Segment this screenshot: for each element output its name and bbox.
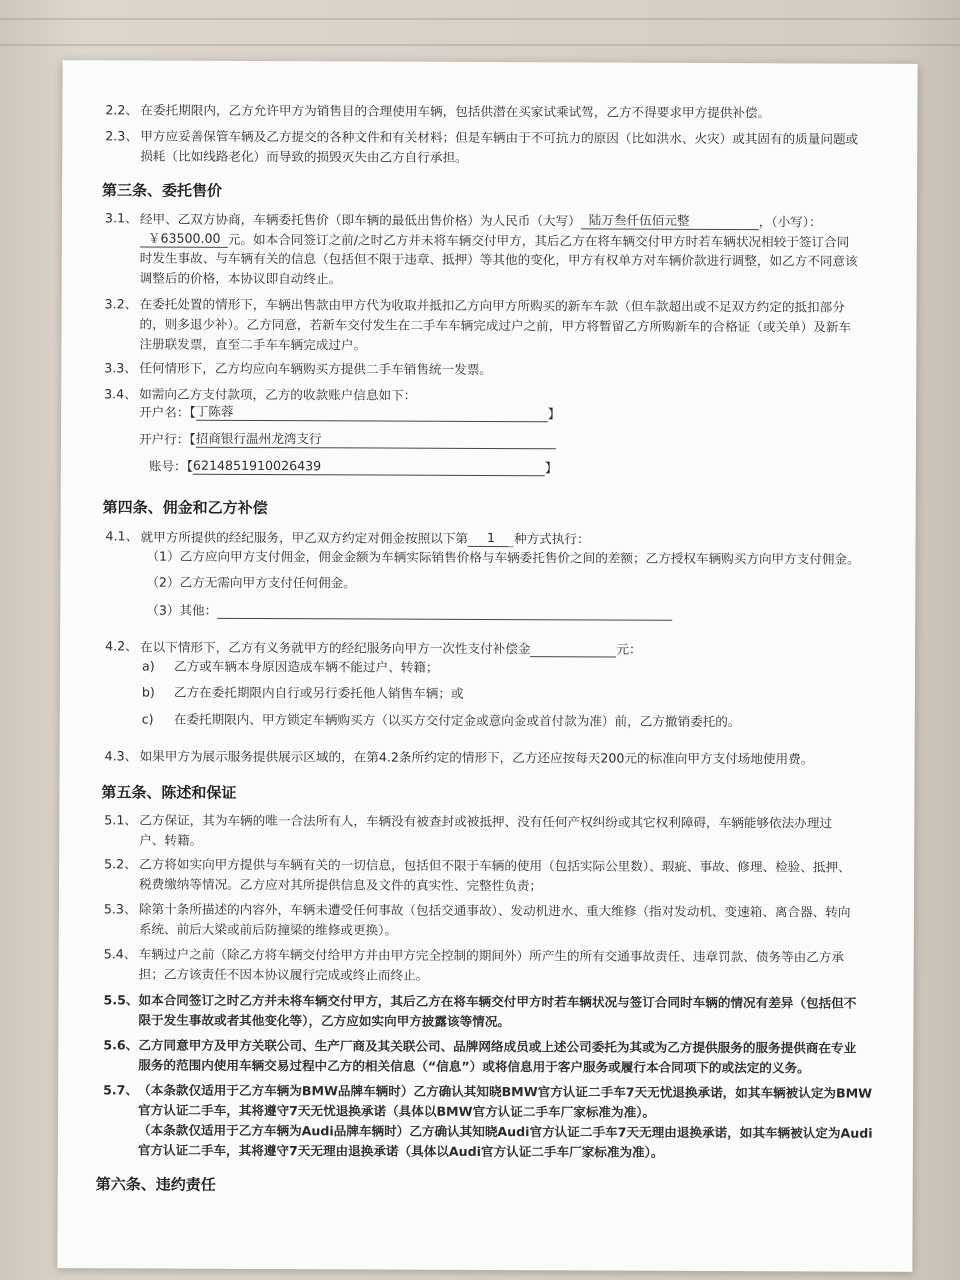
clause-number: 4.3、	[104, 748, 138, 764]
clause-number: 5.6、	[103, 1037, 139, 1053]
clause-text: 如需向乙方支付款项，乙方的收款账户信息如下：	[139, 386, 417, 403]
clause-text: 如果甲方为展示服务提供展示区域的，在第4.2条所约定的情形下，乙方还应按每天200元的标准向甲方支付场地使用费。	[139, 748, 814, 767]
contract-page	[57, 60, 917, 1272]
clause-text: 调整后的价格，本协议即自动终止。	[139, 270, 342, 287]
list-marker: a)	[141, 658, 155, 674]
clause-number: 5.5、	[103, 992, 139, 1008]
clause-number: 2.2、	[105, 102, 139, 118]
list-marker: b)	[141, 684, 155, 700]
clause-number: 3.4、	[104, 386, 137, 402]
clause-text: 系统、前后大梁或前后防撞梁的维修或更换）。	[138, 921, 398, 938]
clause-text: 甲方应妥善保管车辆及乙方提交的各种文件和有关材料；但是车辆由于不可抗力的原因（比如洪水、火灾）或其固有的质量问题或	[140, 128, 859, 147]
price-words-field: 陆万叁仟伍佰元整	[581, 212, 759, 230]
clause-text: 在以下情形下，乙方有义务就甲方的经纪服务向甲方一次性支付补偿金 元：	[140, 639, 642, 657]
clause-text: 官方认证二手车，其将遵守7天无忧退换承诺（具体以BMW官方认证二手车厂家标准为准）。	[138, 1102, 656, 1120]
clause-text: 时发生事故、与车辆有关的信息（包括但不限于违章、抵押）等其他的变化，甲方有权单方对车辆价款进行调整，如乙方不同意该	[139, 250, 858, 269]
section-heading: 第四条、佣金和乙方补偿	[102, 498, 268, 518]
clause-text: 税费缴纳等情况。乙方应对其所提供信息及文件的真实性、完整性负责；	[139, 876, 543, 894]
clause-number: 3.3、	[104, 360, 137, 376]
clause-number: 5.1、	[104, 812, 137, 828]
clause-text: 车辆过户之前（除乙方将车辆交付给甲方并由甲方完全控制的期间外）所产生的所有交通事故责任、违章罚款、债务等由乙方承	[138, 946, 845, 965]
clause-text: 在委托处置的情形下，车辆出售款由甲方代为收取并抵扣乙方向甲方所购买的新车车款（但车款超出或不足双方约定的抵扣部分	[139, 296, 845, 315]
other-option-field	[217, 602, 672, 621]
clause-number: 5.7、	[103, 1082, 139, 1098]
clause-number: 5.4、	[103, 946, 137, 962]
bank-row	[139, 430, 556, 449]
clause-text	[140, 230, 849, 250]
bank-label: 开户行：【	[138, 431, 196, 447]
bank-field: 招商银行温州龙湾支行	[196, 431, 556, 450]
clause-text: 限于发生事故或者其他变化等），乙方应如实向甲方披露该等情况。	[138, 1012, 510, 1030]
clause-text	[140, 210, 822, 230]
account-number-field: 6214851910026439	[193, 458, 545, 477]
clause-text: 的，则多退少补）。乙方同意，若新车交付发生在二手车车辆完成过户之前，甲方将暂留乙方所购新车的合格证（或关单）及新车	[139, 316, 852, 335]
clause-number: 3.2、	[104, 296, 138, 312]
list-marker: c)	[141, 711, 154, 727]
clause-text: 乙方保证，其为车辆的唯一合法所有人，车辆没有被查封或被抵押、没有任何产权纠纷或其它权利障碍，车辆能够依法办理过	[139, 812, 833, 831]
price-text: 经甲、乙双方协商，车辆委托售价（即车辆的最低出售价格）为人民币（大写）	[139, 211, 581, 229]
list-item: 乙方在委托期限内自行或另行委托他人销售车辆；或	[173, 684, 464, 701]
clause-text: （本条款仅适用于乙方车辆为BMW品牌车辆时）乙方确认其知晓BMW官方认证二手车7天无忧退换承诺，如其车辆被认定为BMW	[138, 1082, 873, 1101]
clause-number: 5.3、	[103, 901, 137, 917]
clause-text: 除第十条所描述的内容外，车辆未遭受任何事故（包括交通事故）、发动机进水、重大维修（指对发动机、变速箱、离合器、转向	[138, 901, 851, 920]
clause-text: 乙方将如实向甲方提供与车辆有关的一切信息，包括但不限于车辆的使用（包括实际公里数）、瑕疵、事故、修理、检验、抵押、	[139, 856, 851, 875]
clause-number: 2.3、	[105, 128, 138, 144]
clause-text: 担；乙方该责任不因本协议履行完成或终止而终止。	[138, 966, 429, 983]
clause-text: 在委托期限内，乙方允许甲方为销售目的合理使用车辆，包括供潜在买家试乘试驾，乙方不得要求甲方提供补偿。	[140, 102, 771, 121]
section-heading: 第六条、违约责任	[95, 1175, 216, 1194]
clause-text: 任何情形下，乙方均应向车辆购买方提供二手车销售统一发票。	[139, 360, 492, 378]
clause-text: 就甲方所提供的经纪服务，甲乙双方约定对佣金按照以下第 1 种方式执行：	[140, 529, 590, 547]
commission-option-field: 1	[468, 530, 514, 547]
price-number-field: ￥63500.00	[140, 230, 228, 247]
section-heading: 第三条、委托售价	[102, 181, 223, 200]
account-holder-row: 开户名：【丁陈蓉 】	[139, 403, 561, 422]
clause-number: 3.1、	[104, 210, 138, 226]
account-number-label: 账号：【	[148, 458, 193, 474]
account-number-row: 账号：【6214851910026439 】	[148, 457, 558, 476]
list-item: 在委托期限内、甲方锁定车辆购买方（以买方交付定金或意向金或首付款为准）前，乙方撤销委托的。	[173, 711, 741, 730]
clause-text: 官方认证二手车，其将遵守7天无理由退换承诺（具体以Audi官方认证二手车厂家标准为准）。	[137, 1142, 664, 1160]
list-item: 乙方或车辆本身原因造成车辆不能过户、转籍；	[173, 658, 439, 675]
account-holder-label: 开户名：【	[139, 404, 196, 420]
clause-number: 4.2、	[105, 638, 138, 654]
clause-number: 5.2、	[104, 856, 137, 872]
clause-text: 注册联发票，直至二手车车辆完成过户。	[139, 336, 367, 353]
section-heading: 第五条、陈述和保证	[101, 783, 237, 802]
clause-text: 乙方同意甲方及甲方关联公司、生产厂商及其关联公司、品牌网络成员或上述公司委托为其或为乙方提供服务的服务提供商在专业	[138, 1037, 857, 1056]
clause-text: 服务的范围内使用车辆交易过程中乙方的相关信息（“信息”）或将信息用于客户服务或履行本合同项下的或法定的义务。	[138, 1057, 810, 1076]
option-item: （1）乙方应向甲方支付佣金，佣金金额为车辆实际销售价格与车辆委托售价之间的差额；乙方授权车辆购买方向甲方支付佣金。	[146, 548, 860, 567]
price-text: ，（小写）：	[758, 214, 822, 230]
clause-number: 4.1、	[105, 528, 139, 544]
clause-text: （本条款仅适用于乙方车辆为Audi品牌车辆时）乙方确认其知晓Audi官方认证二手车7天无理由退换承诺，如其车辆被认定为Audi	[137, 1122, 873, 1141]
account-holder-field: 丁陈蓉	[196, 404, 548, 423]
option-item: （3）其他：	[146, 602, 672, 621]
option-item: （2）乙方无需向甲方支付任何佣金。	[146, 574, 356, 591]
clause-text: 户、转籍。	[139, 832, 203, 848]
clause-text: 如本合同签订之时乙方并未将车辆交付甲方，其后乙方在将车辆交付甲方时若车辆状况与签订合同时车辆的情况有差异（包括但不	[138, 992, 857, 1011]
compensation-field	[530, 640, 616, 657]
price-text: 元。如本合同签订之前/之时乙方并未将车辆交付甲方，其后乙方在将车辆交付甲方时若车辆状况相较于签订合同	[227, 231, 850, 250]
clause-text: 损耗（比如线路老化）而导致的损毁灭失由乙方自行承担。	[140, 148, 468, 165]
